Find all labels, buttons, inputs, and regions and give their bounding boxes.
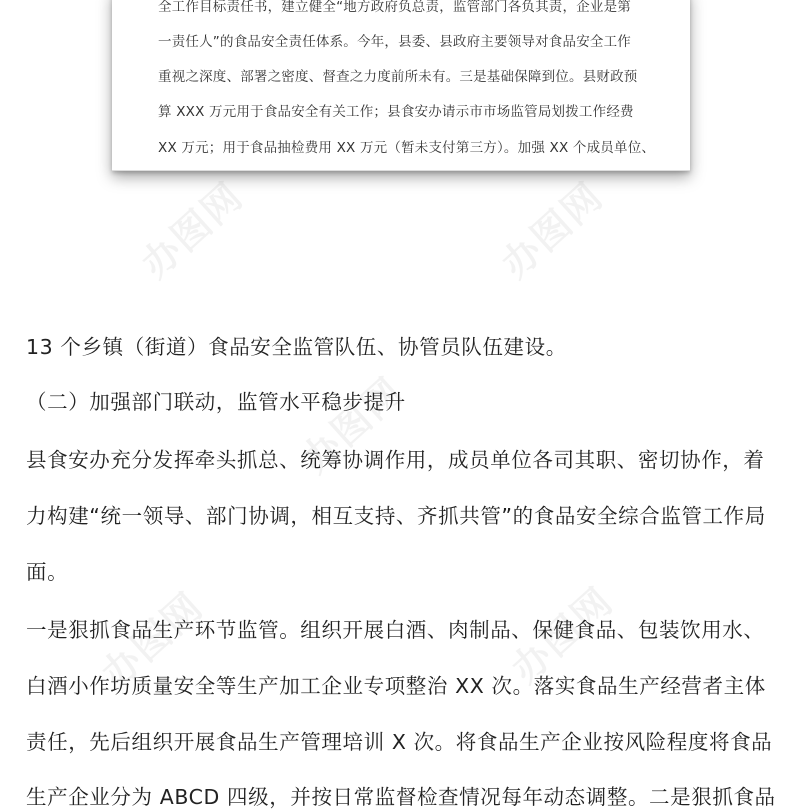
body-text-line: 责任，先后组织开展食品生产管理培训 X 次。将食品生产企业按风险程度将食品 xyxy=(26,730,773,754)
watermark: 办图网 xyxy=(133,173,252,287)
body-text-line: 面。 xyxy=(26,560,69,584)
section-heading: （二）加强部门联动，监管水平稳步提升 xyxy=(26,390,406,414)
watermark: 办图网 xyxy=(493,173,612,287)
card-text-line: 全工作目标责任书，建立健全“地方政府负总责，监管部门各负其责，企业是第 xyxy=(158,0,631,15)
watermark: 办图网 xyxy=(293,368,412,482)
card-text-line: XX 万元；用于食品抽检费用 XX 万元（暂未支付第三方）。加强 XX 个成员单位、 xyxy=(158,140,656,156)
body-text-line: 生产企业分为 ABCD 四级，并按日常监督检查情况每年动态调整。二是狠抓食品 xyxy=(26,785,776,809)
watermark: 办图网 xyxy=(93,583,212,697)
watermark: 办图网 xyxy=(503,578,622,692)
card-text-line: 重视之深度、部署之密度、督查之力度前所未有。三是基础保障到位。县财政预 xyxy=(158,69,638,85)
body-text-line: 力构建“统一领导、部门协调，相互支持、齐抓共管”的食品安全综合监管工作局 xyxy=(26,504,766,528)
document-preview-card xyxy=(112,0,690,171)
card-text-line: 一责任人”的食品安全责任体系。今年，县委、县政府主要领导对食品安全工作 xyxy=(158,34,631,50)
body-text-line: 13 个乡镇（街道）食品安全监管队伍、协管员队伍建设。 xyxy=(26,335,567,359)
card-text-line: 算 XXX 万元用于食品安全有关工作；县食安办请示市市场监管局划拨工作经费 xyxy=(158,104,634,120)
body-text-line: 白酒小作坊质量安全等生产加工企业专项整治 XX 次。落实食品生产经营者主体 xyxy=(26,674,766,698)
body-text-line: 一是狠抓食品生产环节监管。组织开展白酒、肉制品、保健食品、包装饮用水、 xyxy=(26,618,765,642)
body-text-line: 县食安办充分发挥牵头抓总、统筹协调作用，成员单位各司其职、密切协作，着 xyxy=(26,448,765,472)
